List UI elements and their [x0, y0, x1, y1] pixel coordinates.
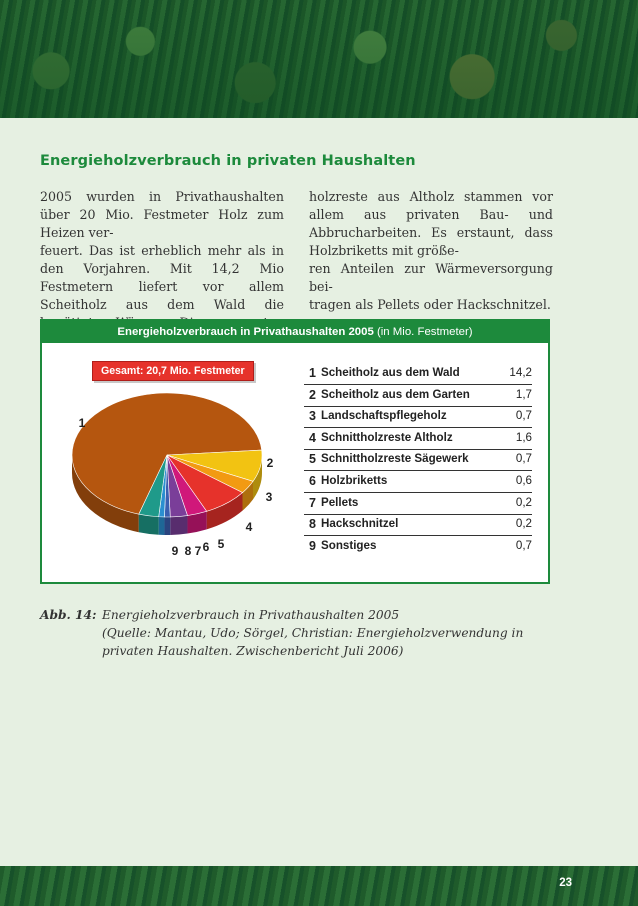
- legend-value: 1,6: [515, 430, 532, 444]
- legend-value: 0,7: [515, 452, 532, 466]
- intro-text-right: holzreste aus Altholz stammen vor allem aus privaten Bau- und Abbrucharbeiten. Es erstaunt, dass Holzbriketts mit größe- ren Anteilen zur Wärmeversorgung bei- tragen als Pellets oder Hackschnitzel.: [309, 189, 553, 312]
- legend-value: 0,7: [515, 538, 532, 552]
- caption-text: Energieholzverbrauch in Privathaushalten 2005 (Quelle: Mantau, Udo; Sörgel, Christian: Energieholzverwendung in privaten Haushalten. Zwischenbericht Juli 2006): [102, 608, 524, 658]
- legend-value: 0,2: [515, 517, 532, 531]
- chart-box: [40, 319, 550, 584]
- legend-label: Hackschnitzel: [321, 517, 399, 531]
- footer-photo-strip: [0, 866, 638, 906]
- legend-row-9: [304, 536, 532, 557]
- pie-side-9: [139, 514, 159, 535]
- total-badge: Gesamt: 20,7 Mio. Festmeter: [92, 361, 254, 381]
- legend-number: 4: [309, 430, 316, 445]
- chart-title-bar: [42, 321, 548, 343]
- pie-chart: [42, 345, 302, 565]
- legend-label: Landschaftspflegeholz: [321, 409, 447, 423]
- legend-number: 2: [309, 387, 316, 402]
- legend-label: Holzbriketts: [321, 474, 388, 487]
- pie-label-3: 3: [265, 490, 273, 504]
- legend-number: 6: [309, 474, 316, 488]
- pie-label-6: 6: [202, 540, 210, 554]
- legend-label: Schnittholzreste Altholz: [321, 430, 453, 444]
- legend-value: 1,7: [515, 387, 532, 401]
- section-heading: Energieholzverbrauch in privaten Haushalten: [40, 153, 416, 169]
- legend-number: 8: [309, 517, 316, 532]
- legend-number: 9: [309, 538, 316, 553]
- legend-row-6: [304, 471, 532, 493]
- legend-row-5: [304, 449, 532, 471]
- chart-unit: (in Mio. Festmeter): [376, 326, 473, 338]
- legend-label: Sonstiges: [321, 538, 377, 552]
- legend-value: 0,6: [515, 474, 532, 487]
- legend-value: 0,2: [515, 495, 532, 509]
- pie-label-5: 5: [217, 537, 225, 551]
- pie-label-1: 1: [78, 416, 86, 430]
- pie-label-9: 9: [171, 544, 179, 558]
- legend-row-2: [304, 385, 532, 407]
- legend-number: 5: [309, 452, 316, 467]
- legend-row-3: [304, 406, 532, 428]
- page-number: 23: [559, 877, 572, 889]
- legend-label: Pellets: [321, 495, 359, 509]
- pie-label-4: 4: [245, 520, 253, 534]
- pie-label-2: 2: [266, 456, 274, 470]
- pie-label-8: 8: [184, 544, 192, 558]
- legend-row-7: [304, 493, 532, 515]
- pie-side-6: [170, 516, 187, 535]
- legend-row-4: [304, 428, 532, 450]
- legend-number: 7: [309, 495, 316, 510]
- header-photo-overlay: [0, 0, 638, 118]
- legend-number: 1: [309, 366, 316, 380]
- chart-title: Energieholzverbrauch in Privathaushalten 2005: [117, 326, 374, 338]
- legend-label: Scheitholz aus dem Wald: [321, 366, 460, 379]
- legend-label: Scheitholz aus dem Garten: [321, 387, 470, 401]
- legend-row-8: [304, 514, 532, 536]
- legend-value: 0,7: [515, 409, 532, 423]
- pie-side-7: [164, 517, 170, 535]
- legend-row-1: [304, 363, 532, 385]
- legend-label: Schnittholzreste Sägewerk: [321, 452, 469, 466]
- legend-number: 3: [309, 409, 316, 424]
- pie-label-7: 7: [194, 544, 202, 558]
- caption-label: Abb. 14:: [40, 608, 97, 622]
- intro-text-left: 2005 wurden in Privathaushalten über 20 Mio. Festmeter Holz zum Heizen ver- feuert. Das ist erheblich mehr als in den Vorjahren. Mit 14,2 Mio Festmetern liefert vor allem Scheitholz aus dem Wald die: [40, 189, 284, 312]
- pie-side-8: [159, 517, 165, 535]
- legend-value: 14,2: [509, 366, 532, 379]
